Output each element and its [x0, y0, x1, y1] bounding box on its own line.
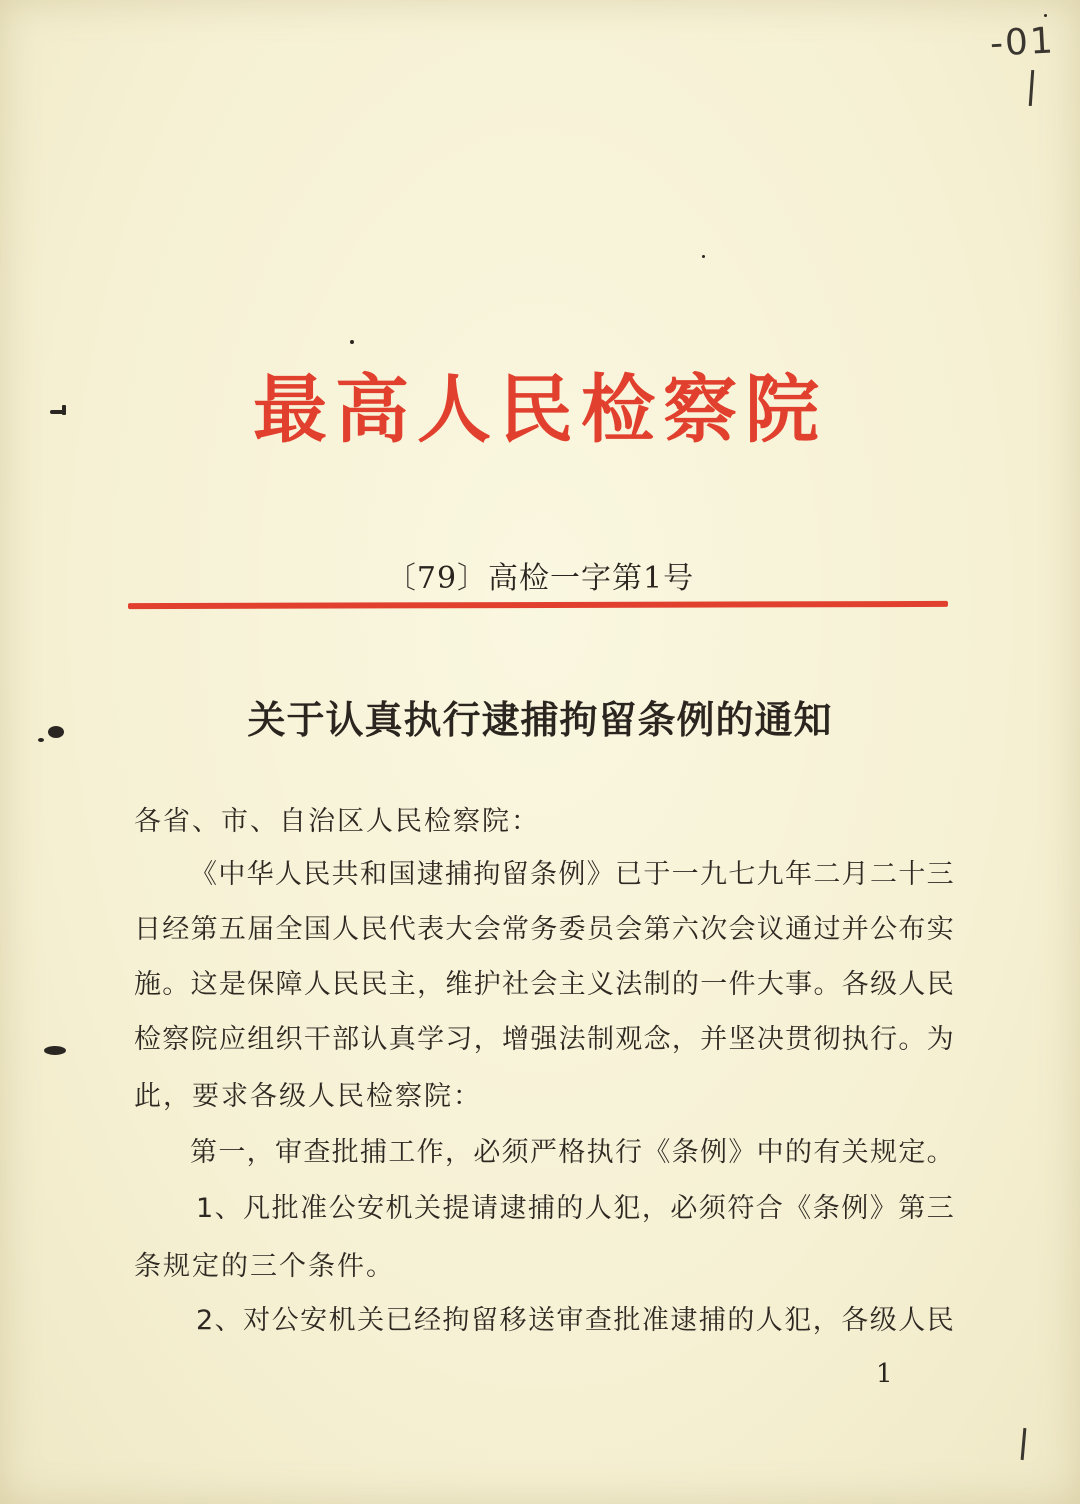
bottom-pen-stroke — [1021, 1428, 1027, 1460]
body-line: 施。这是保障人民民主，维护社会主义法制的一件大事。各级人民 — [134, 969, 955, 1000]
notice-title: 关于认真执行逮捕拘留条例的通知 — [247, 697, 833, 742]
page-number: 1 — [876, 1359, 893, 1389]
body-line: 此，要求各级人民检察院： — [134, 1081, 482, 1112]
body-line: 《中华人民共和国逮捕拘留条例》已于一九七九年二月二十三 — [190, 859, 955, 890]
agency-letterhead: 最高人民检察院 — [253, 367, 827, 453]
corner-pen-stroke — [1029, 70, 1035, 106]
body-line: 2、对公安机关已经拘留移送审查批准逮捕的人犯，各级人民 — [196, 1305, 956, 1336]
salutation: 各省、市、自治区人民检察院： — [134, 806, 540, 837]
corner-handwritten-mark: -01 — [988, 20, 1056, 65]
body-line: 条规定的三个条件。 — [134, 1251, 395, 1282]
body-line: 第一，审查批捕工作，必须严格执行《条例》中的有关规定。 — [190, 1137, 955, 1168]
document-number: 〔79〕高检一字第1号 — [385, 561, 695, 596]
body-line: 1、凡批准公安机关提请逮捕的人犯，必须符合《条例》第三 — [196, 1193, 956, 1224]
body-line: 日经第五届全国人民代表大会常务委员会第六次会议通过并公布实 — [134, 914, 955, 945]
red-divider-line — [128, 601, 948, 609]
body-line: 检察院应组织干部认真学习，增强法制观念，并坚决贯彻执行。为 — [134, 1024, 955, 1055]
